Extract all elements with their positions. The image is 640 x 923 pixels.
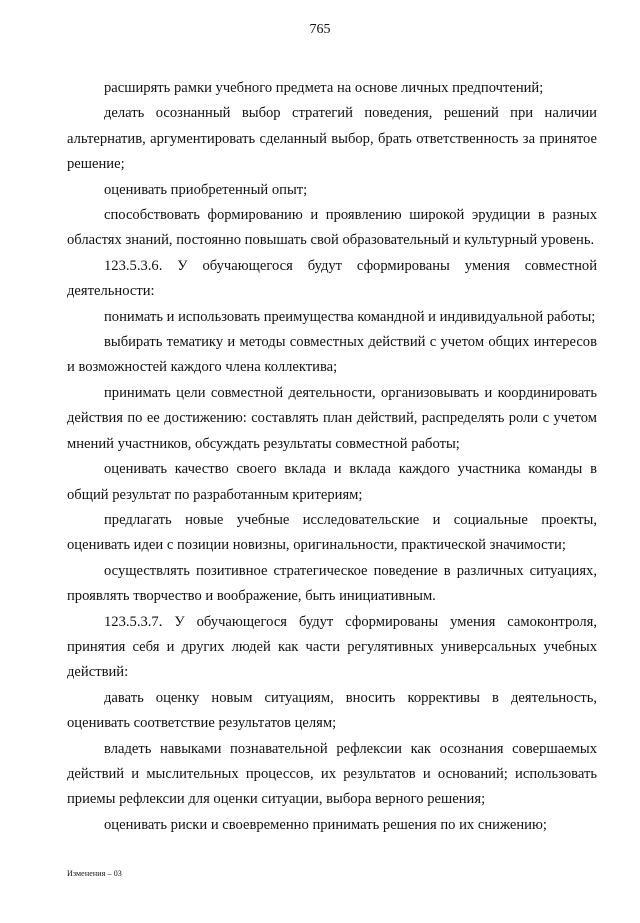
paragraph: принимать цели совместной деятельности, организовывать и координировать действия по ее достижению: составлять план действий, распределять роли с учетом мнений участников, обсуждать результаты совместной работы; <box>67 384 597 452</box>
document-body <box>67 76 597 838</box>
paragraph: способствовать формированию и проявлению широкой эрудиции в разных областях знаний, постоянно повышать свой образовательный и культурный уровень. <box>67 207 597 249</box>
page-number: 765 <box>309 22 331 37</box>
paragraph: оценивать приобретенный опыт; <box>104 181 308 198</box>
paragraph: расширять рамки учебного предмета на основе личных предпочтений; <box>104 80 544 96</box>
paragraph: владеть навыками познавательной рефлексии как осознания совершаемых действий и мыслительных процессов, их результатов и оснований; использовать приемы рефлексии для оценки ситуации, выбора верного решения; <box>67 740 597 808</box>
section-heading-paragraph: 123.5.3.6. У обучающегося будут сформированы умения совместной деятельности: <box>67 257 597 300</box>
paragraph: давать оценку новым ситуациям, вносить коррективы в деятельность, оценивать соответствие результатов целям; <box>67 689 597 732</box>
section-heading-paragraph: 123.5.3.7. У обучающегося будут сформированы умения самоконтроля, принятия себя и других людей как части регулятивных универсальных учебных действий: <box>67 613 597 681</box>
paragraph: делать осознанный выбор стратегий поведения, решений при наличии альтернатив, аргументировать сделанный выбор, брать ответственность за принятое решение; <box>67 105 597 173</box>
paragraph: осуществлять позитивное стратегическое поведение в различных ситуациях, проявлять творчество и воображение, быть инициативным. <box>67 562 597 605</box>
paragraph: оценивать качество своего вклада и вклада каждого участника команды в общий результат по разработанным критериям; <box>67 461 597 503</box>
footer-revision-note: Изменения – 03 <box>67 869 122 878</box>
paragraph: оценивать риски и своевременно принимать решения по их снижению; <box>104 816 547 833</box>
paragraph: выбирать тематику и методы совместных действий с учетом общих интересов и возможностей каждого члена коллектива; <box>67 334 597 376</box>
paragraph: предлагать новые учебные исследовательские и социальные проекты, оценивать идеи с позиции новизны, оригинальности, практической значимости; <box>67 511 597 554</box>
paragraph: понимать и использовать преимущества командной и индивидуальной работы; <box>104 308 596 325</box>
